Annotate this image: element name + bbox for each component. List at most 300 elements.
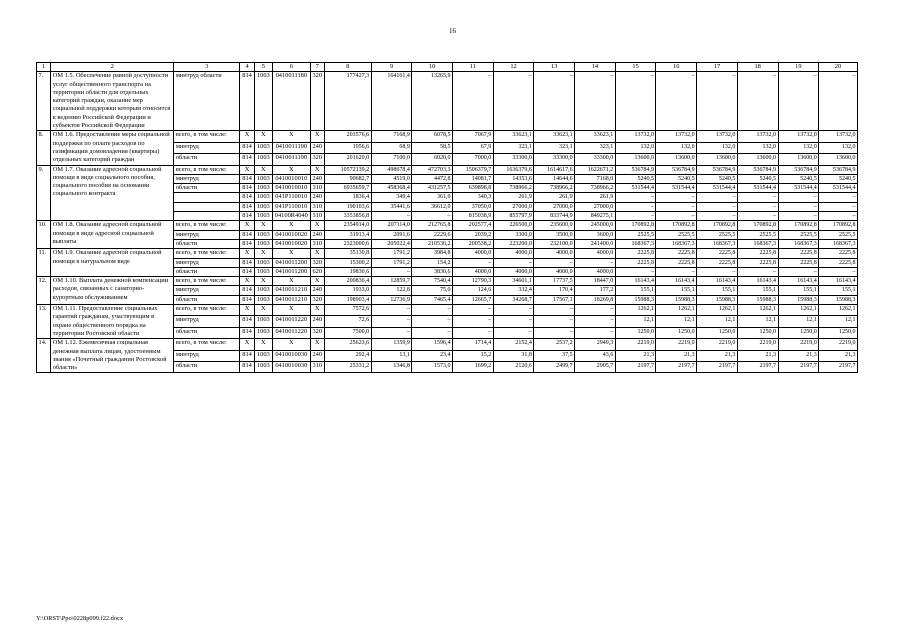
value-cell: 4000,0 bbox=[575, 267, 616, 276]
code-cell: 0410011210 bbox=[272, 286, 310, 295]
code-cell: 0410011200 bbox=[272, 258, 310, 267]
value-cell: 17737,5 bbox=[534, 277, 575, 286]
code-cell: 320 bbox=[310, 295, 324, 304]
value-cell: 13600,0 bbox=[737, 154, 778, 165]
value-cell: 2229,6 bbox=[412, 230, 453, 239]
value-cell: 241400,0 bbox=[575, 239, 616, 248]
value-cell: 168367,3 bbox=[656, 239, 697, 248]
value-cell: 14353,6 bbox=[493, 174, 534, 183]
code-cell: Х bbox=[254, 131, 272, 142]
code-cell: 0410010020 bbox=[272, 239, 310, 248]
value-cell: 4000,0 bbox=[534, 249, 575, 258]
code-cell: 240 bbox=[310, 316, 324, 327]
value-cell: 13,1 bbox=[371, 350, 412, 361]
column-number: 14 bbox=[575, 63, 616, 72]
value-cell: 43,6 bbox=[575, 350, 616, 361]
column-number: 3 bbox=[174, 63, 240, 72]
value-cell: 1956,6 bbox=[324, 142, 371, 153]
value-cell: 177427,3 bbox=[324, 72, 371, 131]
value-cell: 7000,0 bbox=[453, 154, 494, 165]
value-cell: 531544,4 bbox=[697, 184, 738, 193]
code-cell: 320 bbox=[310, 327, 324, 338]
column-number: 2 bbox=[51, 63, 174, 72]
value-cell: 16143,4 bbox=[656, 277, 697, 286]
value-cell: 2225,8 bbox=[697, 249, 738, 258]
code-cell: Х bbox=[254, 221, 272, 230]
value-cell: – bbox=[575, 316, 616, 327]
value-cell: 2225,8 bbox=[656, 249, 697, 258]
value-cell: 1250,0 bbox=[819, 327, 858, 338]
code-cell: 1003 bbox=[254, 230, 272, 239]
code-cell: 0410010030 bbox=[272, 361, 310, 372]
value-cell: 14644,6 bbox=[534, 174, 575, 183]
code-cell: 0410011200 bbox=[272, 267, 310, 276]
row-number: 13. bbox=[37, 305, 51, 339]
code-cell: 1003 bbox=[254, 212, 272, 221]
value-cell: 31913,4 bbox=[324, 230, 371, 239]
value-cell: 536784,9 bbox=[778, 165, 819, 174]
value-cell: 124,6 bbox=[453, 286, 494, 295]
value-cell: 639898,8 bbox=[453, 184, 494, 193]
value-cell: 323,1 bbox=[493, 142, 534, 153]
column-number: 4 bbox=[240, 63, 254, 72]
value-cell: 168367,3 bbox=[697, 239, 738, 248]
executor-cell: области bbox=[174, 327, 240, 338]
value-cell: 531544,4 bbox=[819, 184, 858, 193]
value-cell: 25331,2 bbox=[324, 361, 371, 372]
code-cell: Х bbox=[310, 131, 324, 142]
value-cell: 2905,7 bbox=[575, 361, 616, 372]
value-cell: 5240,5 bbox=[697, 174, 738, 183]
value-cell: 1346,8 bbox=[371, 361, 412, 372]
code-cell: 240 bbox=[310, 174, 324, 183]
value-cell: – bbox=[737, 193, 778, 202]
code-cell: Х bbox=[254, 305, 272, 316]
value-cell: 536784,9 bbox=[615, 165, 656, 174]
code-cell: 814 bbox=[240, 174, 254, 183]
value-cell: – bbox=[697, 212, 738, 221]
value-cell: – bbox=[615, 267, 656, 276]
value-cell: 16143,4 bbox=[778, 277, 819, 286]
value-cell: 2323000,6 bbox=[324, 239, 371, 248]
code-cell: Х bbox=[310, 221, 324, 230]
value-cell: 1699,2 bbox=[453, 361, 494, 372]
value-cell: 531544,4 bbox=[615, 184, 656, 193]
value-cell: 1596,4 bbox=[412, 339, 453, 350]
value-cell: 12,1 bbox=[615, 316, 656, 327]
executor-cell bbox=[174, 212, 240, 221]
value-cell: 68,9 bbox=[371, 142, 412, 153]
value-cell: 2039,2 bbox=[453, 230, 494, 239]
value-cell: 1262,1 bbox=[656, 305, 697, 316]
value-cell: 37050,0 bbox=[453, 202, 494, 211]
code-cell: 310 bbox=[310, 361, 324, 372]
code-cell: 1003 bbox=[254, 295, 272, 304]
budget-table bbox=[36, 62, 858, 373]
value-cell: 168367,3 bbox=[615, 239, 656, 248]
value-cell: 2219,0 bbox=[778, 339, 819, 350]
code-cell: 1003 bbox=[254, 286, 272, 295]
value-cell: 4472,8 bbox=[412, 174, 453, 183]
value-cell: – bbox=[697, 72, 738, 131]
value-cell: 168367,3 bbox=[778, 239, 819, 248]
value-cell: 16143,4 bbox=[697, 277, 738, 286]
executor-cell: области bbox=[174, 184, 240, 193]
value-cell: 2225,8 bbox=[615, 258, 656, 267]
code-cell: 1003 bbox=[254, 142, 272, 153]
value-cell: 498678,4 bbox=[371, 165, 412, 174]
value-cell: 58,5 bbox=[412, 142, 453, 153]
table-row bbox=[37, 131, 858, 142]
value-cell: 13732,0 bbox=[656, 131, 697, 142]
value-cell: – bbox=[656, 212, 697, 221]
value-cell: – bbox=[493, 316, 534, 327]
code-cell: 0410011220 bbox=[272, 316, 310, 327]
value-cell: 75,0 bbox=[412, 286, 453, 295]
value-cell: 2525,5 bbox=[778, 230, 819, 239]
code-cell: 814 bbox=[240, 142, 254, 153]
value-cell: 16143,4 bbox=[615, 277, 656, 286]
value-cell: – bbox=[371, 327, 412, 338]
code-cell: 1003 bbox=[254, 154, 272, 165]
value-cell: 13732,0 bbox=[819, 131, 858, 142]
value-cell: 2120,6 bbox=[493, 361, 534, 372]
code-cell: 814 bbox=[240, 184, 254, 193]
executor-cell bbox=[174, 202, 240, 211]
code-cell: 0410011190 bbox=[272, 142, 310, 153]
code-cell: Х bbox=[240, 165, 254, 174]
table-row bbox=[37, 72, 858, 131]
value-cell: 132,0 bbox=[778, 142, 819, 153]
code-cell: 814 bbox=[240, 193, 254, 202]
value-cell: 2225,8 bbox=[778, 258, 819, 267]
code-cell: 1003 bbox=[254, 193, 272, 202]
value-cell: 323,1 bbox=[575, 142, 616, 153]
value-cell: – bbox=[534, 72, 575, 131]
value-cell: 2219,0 bbox=[656, 339, 697, 350]
value-cell: – bbox=[615, 212, 656, 221]
code-cell: Х bbox=[254, 339, 272, 350]
value-cell: 431257,5 bbox=[412, 184, 453, 193]
value-cell: 155,1 bbox=[697, 286, 738, 295]
value-cell: 200836,4 bbox=[324, 277, 371, 286]
value-cell: 1573,0 bbox=[412, 361, 453, 372]
value-cell: 3984,8 bbox=[412, 249, 453, 258]
value-cell: 3600,0 bbox=[575, 230, 616, 239]
measure-name: ОМ 1.10. Выплата денежной компенсации расходов, связанных с санаторно-курортным обслуживанием bbox=[51, 277, 174, 305]
code-cell: 04100R4040 bbox=[272, 212, 310, 221]
code-cell: Х bbox=[254, 165, 272, 174]
value-cell: – bbox=[697, 267, 738, 276]
value-cell: 3353856,8 bbox=[324, 212, 371, 221]
value-cell: 7465,4 bbox=[412, 295, 453, 304]
code-cell: 814 bbox=[240, 239, 254, 248]
value-cell: – bbox=[412, 305, 453, 316]
executor-cell: всего, в том числе: bbox=[174, 131, 240, 142]
code-cell: 814 bbox=[240, 154, 254, 165]
value-cell: 2197,7 bbox=[737, 361, 778, 372]
header-row bbox=[37, 63, 858, 72]
value-cell: 25623,6 bbox=[324, 339, 371, 350]
measure-name: ОМ 1.6. Предоставление меры социальной поддержки по оплате расходов по газификации домовладения (квартиры) отдельных категорий граждан bbox=[51, 131, 174, 165]
value-cell: 6020,0 bbox=[412, 154, 453, 165]
value-cell: 4000,0 bbox=[453, 249, 494, 258]
code-cell: Х bbox=[240, 131, 254, 142]
value-cell: – bbox=[493, 258, 534, 267]
value-cell: – bbox=[453, 258, 494, 267]
value-cell: – bbox=[656, 202, 697, 211]
value-cell: 1250,0 bbox=[737, 327, 778, 338]
table-row bbox=[37, 165, 858, 174]
value-cell: 2525,5 bbox=[737, 230, 778, 239]
code-cell: 041P110010 bbox=[272, 202, 310, 211]
code-cell: 1003 bbox=[254, 174, 272, 183]
value-cell: 31,8 bbox=[493, 350, 534, 361]
value-cell: 15988,3 bbox=[656, 295, 697, 304]
value-cell: 164161,4 bbox=[371, 72, 412, 131]
value-cell: 361,0 bbox=[412, 193, 453, 202]
value-cell: 2525,5 bbox=[697, 230, 738, 239]
value-cell: 1262,1 bbox=[615, 305, 656, 316]
value-cell: – bbox=[412, 212, 453, 221]
value-cell: – bbox=[615, 202, 656, 211]
executor-cell: минтруд bbox=[174, 286, 240, 295]
value-cell: 2525,5 bbox=[656, 230, 697, 239]
value-cell: 132,0 bbox=[656, 142, 697, 153]
value-cell: 27000,0 bbox=[534, 202, 575, 211]
column-number: 6 bbox=[272, 63, 310, 72]
code-cell: Х bbox=[310, 339, 324, 350]
column-number: 5 bbox=[254, 63, 272, 72]
value-cell: – bbox=[371, 267, 412, 276]
executor-cell: всего, в том числе: bbox=[174, 305, 240, 316]
code-cell: 814 bbox=[240, 72, 254, 131]
value-cell: 17567,1 bbox=[534, 295, 575, 304]
value-cell: – bbox=[575, 305, 616, 316]
value-cell: 738966,2 bbox=[534, 184, 575, 193]
value-cell: 5240,5 bbox=[778, 174, 819, 183]
table-row bbox=[37, 339, 858, 350]
value-cell: 27000,0 bbox=[493, 202, 534, 211]
value-cell: 210536,2 bbox=[412, 239, 453, 248]
code-cell: 0410011190 bbox=[272, 154, 310, 165]
value-cell: 212765,8 bbox=[412, 221, 453, 230]
value-cell: 36612,0 bbox=[412, 202, 453, 211]
value-cell: 67,9 bbox=[453, 142, 494, 153]
code-cell: 310 bbox=[310, 212, 324, 221]
value-cell: 21,3 bbox=[819, 350, 858, 361]
value-cell: 349,4 bbox=[371, 193, 412, 202]
value-cell: 170892,8 bbox=[778, 221, 819, 230]
value-cell: – bbox=[371, 316, 412, 327]
value-cell: 1714,4 bbox=[453, 339, 494, 350]
code-cell: 240 bbox=[310, 193, 324, 202]
measure-name: ОМ 1.5. Обеспечение равной доступности услуг общественного транспорта на территории области для отдельных категорий граждан, оказание мер социальной поддержки которым относится к ведению Российской Федерации и субъектов Российской Федерации bbox=[51, 72, 174, 131]
code-cell: 1003 bbox=[254, 184, 272, 193]
value-cell: 34268,7 bbox=[493, 295, 534, 304]
value-cell: 7572,6 bbox=[324, 305, 371, 316]
value-cell: 155,1 bbox=[778, 286, 819, 295]
measure-name: ОМ 1.11. Предоставление социальных гарантий гражданам, участвующим в охране общественного порядка на территории Ростовской области bbox=[51, 305, 174, 339]
value-cell: 170892,8 bbox=[615, 221, 656, 230]
value-cell: 177,2 bbox=[575, 286, 616, 295]
value-cell: 4000,0 bbox=[453, 267, 494, 276]
code-cell: 320 bbox=[310, 258, 324, 267]
value-cell: 18447,0 bbox=[575, 277, 616, 286]
value-cell: 536784,9 bbox=[656, 165, 697, 174]
value-cell: 2225,8 bbox=[737, 258, 778, 267]
code-cell: Х bbox=[240, 339, 254, 350]
value-cell: 155,1 bbox=[615, 286, 656, 295]
value-cell: 170892,8 bbox=[656, 221, 697, 230]
code-cell: Х bbox=[310, 165, 324, 174]
value-cell: 19830,6 bbox=[324, 267, 371, 276]
value-cell: 155,1 bbox=[737, 286, 778, 295]
value-cell: 2219,0 bbox=[737, 339, 778, 350]
value-cell: 13732,0 bbox=[778, 131, 819, 142]
code-cell: 0410010010 bbox=[272, 184, 310, 193]
value-cell: 3500,0 bbox=[534, 230, 575, 239]
code-cell: 814 bbox=[240, 286, 254, 295]
value-cell: 1250,0 bbox=[697, 327, 738, 338]
executor-cell: минтруд bbox=[174, 350, 240, 361]
value-cell: 2225,8 bbox=[737, 249, 778, 258]
value-cell: 458368,4 bbox=[371, 184, 412, 193]
table-row bbox=[37, 277, 858, 286]
value-cell: – bbox=[697, 202, 738, 211]
value-cell: – bbox=[453, 327, 494, 338]
value-cell: 13600,0 bbox=[697, 154, 738, 165]
code-cell: 1003 bbox=[254, 316, 272, 327]
value-cell: 2225,8 bbox=[697, 258, 738, 267]
code-cell: 0410010030 bbox=[272, 350, 310, 361]
value-cell: 21,3 bbox=[697, 350, 738, 361]
value-cell: – bbox=[819, 193, 858, 202]
value-cell: – bbox=[697, 193, 738, 202]
value-cell: 13732,0 bbox=[737, 131, 778, 142]
value-cell: – bbox=[493, 72, 534, 131]
value-cell: 2197,7 bbox=[778, 361, 819, 372]
value-cell: 292,4 bbox=[324, 350, 371, 361]
executor-cell: всего, в том числе: bbox=[174, 249, 240, 258]
code-cell: Х bbox=[272, 249, 310, 258]
value-cell: 12,1 bbox=[656, 316, 697, 327]
value-cell: – bbox=[575, 258, 616, 267]
value-cell: 72,6 bbox=[324, 316, 371, 327]
value-cell: 15988,3 bbox=[819, 295, 858, 304]
code-cell: 310 bbox=[310, 239, 324, 248]
value-cell: 12,1 bbox=[697, 316, 738, 327]
value-cell: 15988,3 bbox=[778, 295, 819, 304]
row-number: 12. bbox=[37, 277, 51, 305]
value-cell: 4000,0 bbox=[575, 249, 616, 258]
code-cell: Х bbox=[310, 249, 324, 258]
value-cell: 1622671,2 bbox=[575, 165, 616, 174]
page-number: 16 bbox=[449, 27, 456, 35]
value-cell: 15988,3 bbox=[737, 295, 778, 304]
value-cell: 12,1 bbox=[819, 316, 858, 327]
value-cell: 3300,0 bbox=[493, 230, 534, 239]
column-number: 8 bbox=[324, 63, 371, 72]
value-cell: – bbox=[737, 72, 778, 131]
value-cell: 190103,6 bbox=[324, 202, 371, 211]
code-cell: Х bbox=[240, 305, 254, 316]
value-cell: – bbox=[656, 193, 697, 202]
value-cell: 14081,7 bbox=[453, 174, 494, 183]
value-cell: 1614617,6 bbox=[534, 165, 575, 174]
value-cell: 2219,0 bbox=[819, 339, 858, 350]
value-cell: 536784,9 bbox=[737, 165, 778, 174]
value-cell: 12736,9 bbox=[371, 295, 412, 304]
code-cell: Х bbox=[310, 305, 324, 316]
code-cell: Х bbox=[272, 131, 310, 142]
code-cell: 0410010020 bbox=[272, 230, 310, 239]
value-cell: 10572139,2 bbox=[324, 165, 371, 174]
value-cell: 205022,4 bbox=[371, 239, 412, 248]
value-cell: 2219,0 bbox=[697, 339, 738, 350]
code-cell: 814 bbox=[240, 212, 254, 221]
column-number: 1 bbox=[37, 63, 51, 72]
value-cell: 16143,4 bbox=[737, 277, 778, 286]
value-cell: 15988,3 bbox=[615, 295, 656, 304]
value-cell: 15300,2 bbox=[324, 258, 371, 267]
code-cell: Х bbox=[240, 277, 254, 286]
code-cell: 0410010010 bbox=[272, 174, 310, 183]
value-cell: – bbox=[412, 316, 453, 327]
value-cell: 223200,0 bbox=[493, 239, 534, 248]
value-cell: 2525,5 bbox=[615, 230, 656, 239]
value-cell: 33300,0 bbox=[534, 154, 575, 165]
code-cell: 1003 bbox=[254, 258, 272, 267]
code-cell: 1003 bbox=[254, 327, 272, 338]
value-cell: 531544,4 bbox=[778, 184, 819, 193]
column-number: 17 bbox=[697, 63, 738, 72]
executor-cell bbox=[174, 193, 240, 202]
value-cell: 170892,8 bbox=[819, 221, 858, 230]
code-cell: Х bbox=[254, 249, 272, 258]
value-cell: 12790,3 bbox=[453, 277, 494, 286]
row-number: 10. bbox=[37, 221, 51, 249]
value-cell: 15,2 bbox=[453, 350, 494, 361]
column-number: 11 bbox=[453, 63, 494, 72]
code-cell: 0410011220 bbox=[272, 327, 310, 338]
code-cell: 240 bbox=[310, 142, 324, 153]
value-cell: 235600,0 bbox=[534, 221, 575, 230]
value-cell: – bbox=[656, 267, 697, 276]
column-number: 13 bbox=[534, 63, 575, 72]
value-cell: 1791,2 bbox=[371, 258, 412, 267]
value-cell: 170892,8 bbox=[737, 221, 778, 230]
executor-cell: всего, в том числе: bbox=[174, 221, 240, 230]
value-cell: – bbox=[819, 212, 858, 221]
value-cell: 35130,8 bbox=[324, 249, 371, 258]
value-cell: – bbox=[819, 267, 858, 276]
code-cell: 0410011180 bbox=[272, 72, 310, 131]
value-cell: 226500,0 bbox=[493, 221, 534, 230]
value-cell: 12,1 bbox=[778, 316, 819, 327]
value-cell: 2225,8 bbox=[615, 249, 656, 258]
value-cell: 33623,1 bbox=[493, 131, 534, 142]
value-cell: 2354914,0 bbox=[324, 221, 371, 230]
value-cell: 155,1 bbox=[819, 286, 858, 295]
measure-name: ОМ 1.7. Оказание адресной социальной помощи в виде социального пособия, социального пособия на основании социального контракта bbox=[51, 165, 174, 221]
column-number: 16 bbox=[656, 63, 697, 72]
code-cell: 620 bbox=[310, 267, 324, 276]
value-cell: 201620,0 bbox=[324, 154, 371, 165]
measure-name: ОМ 1.12. Ежемесячная социальная денежная выплата лицам, удостоенным звания «Почетный гражданин Ростовской области» bbox=[51, 339, 174, 373]
value-cell: 738966,2 bbox=[493, 184, 534, 193]
code-cell: 814 bbox=[240, 267, 254, 276]
